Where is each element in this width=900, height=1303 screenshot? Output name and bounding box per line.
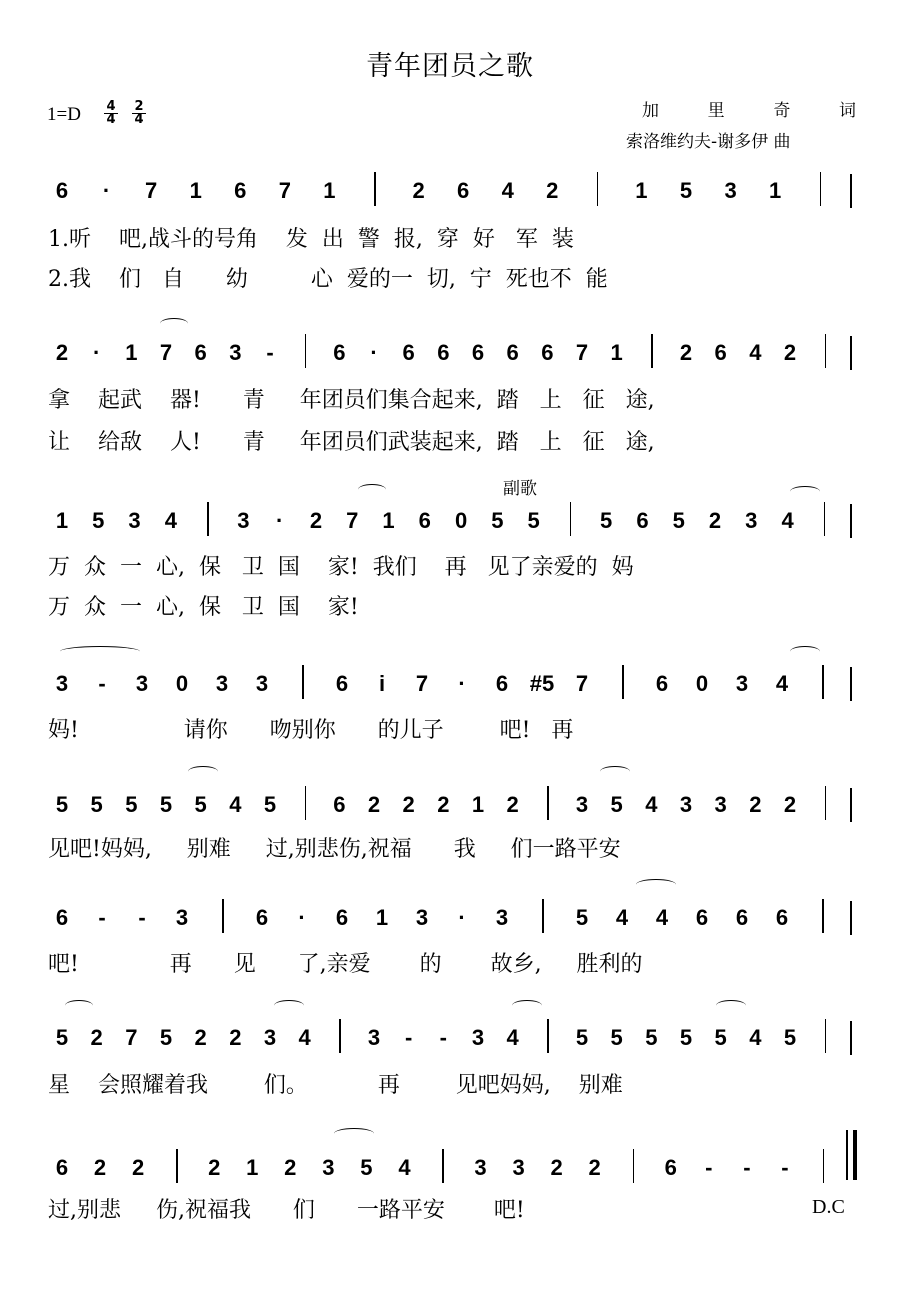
note: 3 (512, 1155, 525, 1180)
bar-line (824, 502, 826, 536)
note: 2 (708, 508, 722, 533)
note: 5 (159, 792, 173, 817)
note: 6 (636, 508, 649, 533)
note: 2 (194, 1025, 207, 1050)
note: - (98, 905, 106, 930)
note: 5 (90, 792, 103, 817)
note: 6 (655, 671, 669, 696)
bar-line (542, 899, 544, 933)
slur-arc (790, 486, 820, 497)
slur-arc (65, 1000, 93, 1011)
note: 3 (128, 508, 141, 533)
note: · (276, 508, 284, 533)
note: 2 (131, 1155, 145, 1180)
note: - (138, 905, 146, 930)
note: 3 (724, 178, 737, 203)
note: 2 (309, 508, 323, 533)
time-signature-2-4: 2 4 (132, 101, 146, 126)
note: 7 (575, 671, 589, 696)
end-bar-line (850, 667, 852, 701)
note: 5 (672, 508, 685, 533)
note: 6 (735, 905, 749, 930)
note: 6 (495, 671, 509, 696)
note: 2 (546, 178, 559, 203)
note: · (102, 178, 111, 203)
song-title: 青年团员之歌 (366, 51, 534, 82)
note: 0 (695, 671, 709, 696)
bar-line (597, 172, 599, 206)
end-bar-line (850, 504, 852, 538)
end-bar-line (850, 1021, 852, 1055)
bar-line (820, 172, 822, 206)
end-bar-line (850, 788, 852, 822)
note: 5 (125, 792, 138, 817)
note: 4 (655, 905, 669, 930)
note: 7 (145, 178, 158, 203)
note: 4 (749, 1025, 762, 1050)
note: 2 (783, 340, 797, 365)
note: 4 (501, 178, 514, 203)
note: 6 (402, 340, 415, 365)
note: 3 (575, 792, 589, 817)
bar-line (823, 1149, 825, 1183)
slur-arc (600, 766, 630, 777)
note: 7 (346, 508, 359, 533)
note: 5 (679, 178, 693, 203)
note: 4 (229, 792, 242, 817)
note: 1 (769, 178, 782, 203)
note: 6 (55, 905, 69, 930)
note: 1 (189, 178, 202, 203)
note: 2 (679, 340, 693, 365)
note: 6 (457, 178, 470, 203)
note: 5 (645, 1025, 658, 1050)
note: 5 (360, 1155, 373, 1180)
note: - (743, 1155, 751, 1180)
lyric-line: 万 众 一 心, 保 卫 国 家! 我们 再 见了亲爱的 妈 (48, 555, 634, 580)
end-bar-line (850, 901, 852, 935)
lyricist-credit: 加里奇词 (642, 101, 856, 121)
note: 1 (610, 340, 623, 365)
bar-line (176, 1149, 178, 1183)
note: #5 (529, 671, 555, 696)
note: 2 (506, 792, 519, 817)
lyric-line: 让 给敌 人! 青 年团员们武装起来, 踏 上 征 途, (48, 430, 655, 455)
note: 2 (402, 792, 415, 817)
note: 2 (412, 178, 425, 203)
note: 3 (229, 340, 242, 365)
composer-credit: 索洛维约夫-谢多伊 曲 (626, 132, 791, 152)
note: i (378, 671, 386, 696)
bar-line (825, 786, 827, 820)
slur-arc (60, 646, 140, 657)
bar-line (825, 1019, 827, 1053)
end-bar-line (850, 336, 852, 370)
note: - (404, 1025, 413, 1050)
bar-line (822, 899, 824, 933)
note: 7 (575, 340, 589, 365)
note: 7 (125, 1025, 138, 1050)
slur-arc (512, 1000, 542, 1011)
note: 5 (92, 508, 105, 533)
note: 6 (506, 340, 519, 365)
note: 3 (474, 1155, 487, 1180)
note: 5 (194, 792, 207, 817)
note: 2 (93, 1155, 107, 1180)
lyric-line: 过,别悲 伤,祝福我 们 一路平安 吧! (48, 1198, 525, 1223)
note: 5 (491, 508, 504, 533)
lyric-line: 1.听 吧,战斗的号角 发 出 警 报, 穿 好 军 装 (48, 227, 574, 252)
note: 6 (335, 671, 349, 696)
lyric-line: 星 会照耀着我 们。 再 见吧妈妈, 别难 (48, 1073, 623, 1098)
slur-arc (160, 318, 188, 329)
bar-line (442, 1149, 444, 1183)
note: 3 (745, 508, 758, 533)
note: 6 (541, 340, 554, 365)
note: 6 (437, 340, 450, 365)
note: 0 (175, 671, 189, 696)
bar-line (207, 502, 209, 536)
note: 3 (237, 508, 250, 533)
bar-line (825, 334, 827, 368)
key-signature: 1=D (47, 104, 81, 125)
note: 4 (164, 508, 177, 533)
note: 4 (506, 1025, 519, 1050)
note: 4 (615, 905, 629, 930)
note: - (781, 1155, 789, 1180)
note: 3 (263, 1025, 277, 1050)
note: 5 (55, 1025, 69, 1050)
note: 4 (298, 1025, 311, 1050)
note: 3 (215, 671, 229, 696)
note: 2 (208, 1155, 221, 1180)
note: 2 (749, 792, 762, 817)
note: 4 (781, 508, 794, 533)
lyric-line: 拿 起武 器! 青 年团员们集合起来, 踏 上 征 途, (48, 388, 655, 413)
note: 6 (234, 178, 247, 203)
note: 1 (125, 340, 138, 365)
note: 6 (255, 905, 269, 930)
note: 6 (55, 1155, 69, 1180)
note: 5 (783, 1025, 797, 1050)
note: 5 (714, 1025, 727, 1050)
bar-line (339, 1019, 341, 1053)
note: 1 (382, 508, 395, 533)
note: 7 (415, 671, 429, 696)
note: 3 (415, 905, 429, 930)
slur-arc (716, 1000, 746, 1011)
note: 3 (679, 792, 693, 817)
note: 6 (471, 340, 485, 365)
bar-line (822, 665, 824, 699)
bar-line (222, 899, 224, 933)
note: 6 (775, 905, 789, 930)
final-thick-bar (853, 1130, 857, 1180)
slur-arc (358, 484, 386, 495)
note: 1 (471, 792, 485, 817)
note: 6 (55, 178, 69, 203)
lyric-line: 万 众 一 心, 保 卫 国 家! (48, 595, 359, 620)
note: 3 (175, 905, 189, 930)
note: 6 (335, 905, 349, 930)
note: 6 (333, 792, 346, 817)
note: 5 (575, 905, 589, 930)
bar-line (374, 172, 376, 206)
note: 6 (418, 508, 431, 533)
note: 5 (610, 792, 623, 817)
bar-line (547, 1019, 549, 1053)
bar-line (651, 334, 653, 368)
note: 1 (635, 178, 648, 203)
note: 3 (495, 905, 509, 930)
note: 2 (550, 1155, 563, 1180)
lyric-line: 2.我 们 自 幼 心 爱的一 切, 宁 死也不 能 (48, 267, 608, 292)
note: - (439, 1025, 447, 1050)
note: 6 (333, 340, 346, 365)
time-signature-4-4: 4 4 (104, 101, 118, 126)
note: 2 (90, 1025, 103, 1050)
note: · (458, 671, 466, 696)
note: 3 (255, 671, 269, 696)
note: · (370, 340, 378, 365)
note: 2 (284, 1155, 297, 1180)
note: 4 (398, 1155, 411, 1180)
note: · (92, 340, 101, 365)
slur-arc (274, 1000, 304, 1011)
note: 2 (588, 1155, 601, 1180)
end-bar-line (850, 174, 852, 208)
bar-line (305, 334, 307, 368)
note: 1 (246, 1155, 259, 1180)
chorus-label: 副歌 (503, 479, 537, 499)
note: 7 (278, 178, 291, 203)
slur-arc (790, 646, 820, 657)
note: 6 (695, 905, 709, 930)
note: 5 (600, 508, 613, 533)
note: - (705, 1155, 713, 1180)
slur-arc (188, 766, 218, 777)
note: 5 (575, 1025, 589, 1050)
note: 6 (664, 1155, 677, 1180)
final-thin-bar (846, 1130, 848, 1180)
note: 5 (263, 792, 277, 817)
note: 7 (159, 340, 173, 365)
note: 1 (323, 178, 336, 203)
note: 2 (55, 340, 69, 365)
note: 3 (55, 671, 69, 696)
note: 4 (645, 792, 658, 817)
note: 4 (749, 340, 762, 365)
note: 6 (714, 340, 727, 365)
note: 1 (375, 905, 389, 930)
dc-mark: D.C (812, 1196, 845, 1218)
lyric-line: 吧! 再 见 了,亲爱 的 故乡, 胜利的 (48, 952, 643, 977)
note: 3 (135, 671, 149, 696)
note: 3 (322, 1155, 335, 1180)
note: 5 (159, 1025, 173, 1050)
lyric-line: 见吧!妈妈, 别难 过,别悲伤,祝福 我 们一路平安 (48, 837, 621, 862)
note: - (98, 671, 106, 696)
note: · (298, 905, 306, 930)
note: 2 (367, 792, 381, 817)
note: 2 (783, 792, 797, 817)
note: 3 (735, 671, 749, 696)
note: 3 (714, 792, 727, 817)
note: 3 (471, 1025, 485, 1050)
note: 2 (437, 792, 450, 817)
note: 5 (55, 792, 69, 817)
slur-arc (636, 879, 676, 890)
bar-line (547, 786, 549, 820)
note: 6 (194, 340, 207, 365)
note: · (458, 905, 466, 930)
note: 5 (679, 1025, 693, 1050)
lyric-line: 妈! 请你 吻别你 的儿子 吧! 再 (48, 718, 574, 743)
note: 0 (454, 508, 468, 533)
bar-line (302, 665, 304, 699)
bar-line (570, 502, 572, 536)
bar-line (305, 786, 307, 820)
note: 1 (55, 508, 69, 533)
bar-line (622, 665, 624, 699)
note: 4 (775, 671, 789, 696)
note: 5 (610, 1025, 623, 1050)
note: 2 (229, 1025, 242, 1050)
bar-line (633, 1149, 635, 1183)
note: 5 (527, 508, 540, 533)
note: 3 (367, 1025, 381, 1050)
slur-arc (334, 1128, 374, 1139)
note: - (266, 340, 274, 365)
